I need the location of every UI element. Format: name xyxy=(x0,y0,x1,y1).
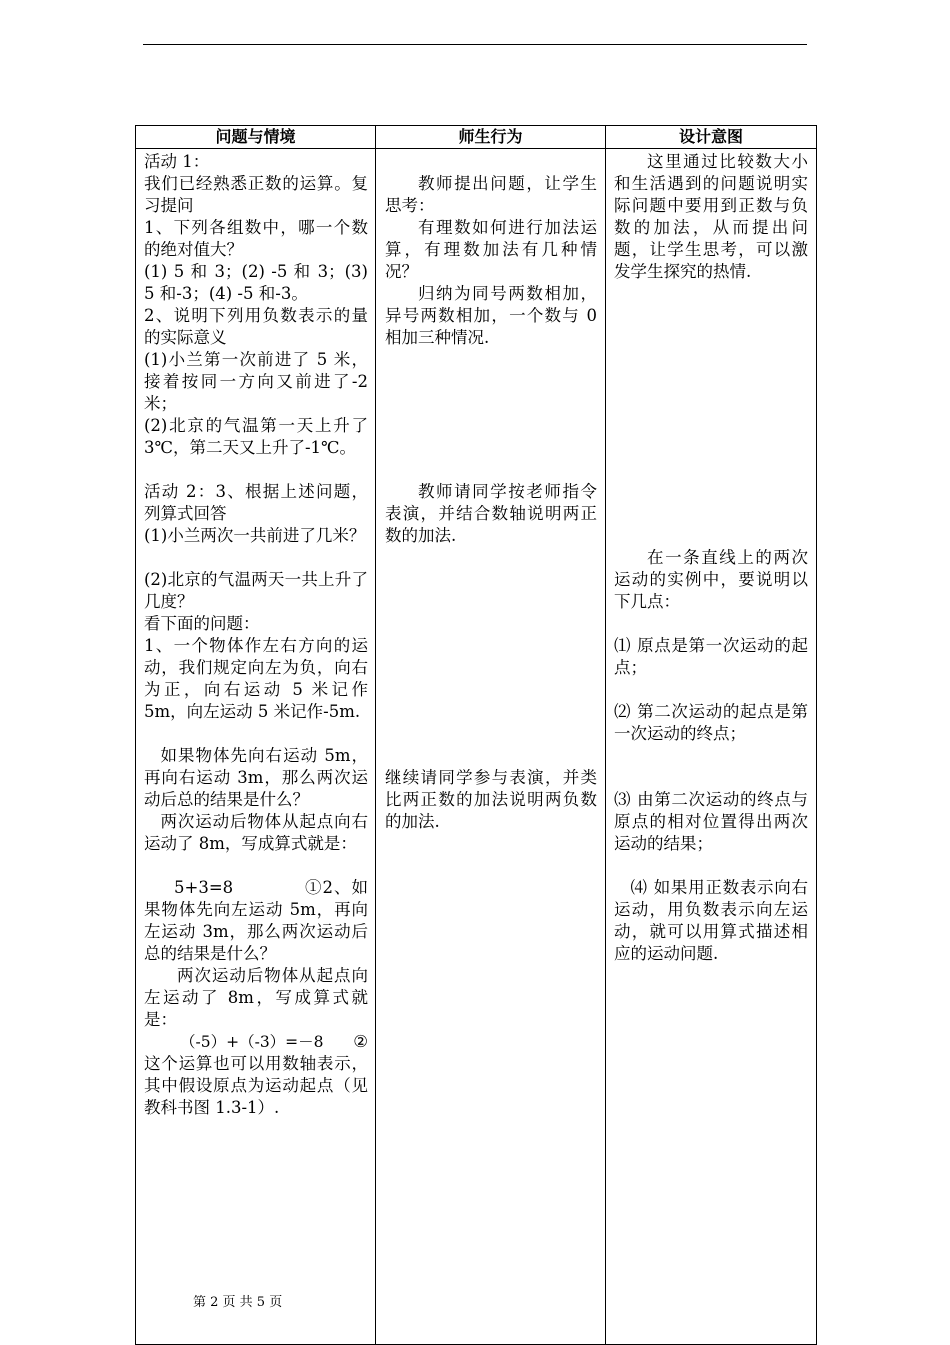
intent-point-2: ⑵ 第二次运动的起点是第一次运动的终点； xyxy=(614,702,808,743)
look-at-problem: 看下面的问题： xyxy=(144,614,260,633)
right-motion-answer: 两次运动后物体从起点向右运动了 8m，写成算式就是： xyxy=(144,812,368,853)
question-1-pairs: (1) 5 和 3；(2) -5 和 3；(3) 5 和-3；(4) -5 和-3。 xyxy=(144,262,368,303)
equation-1: 5+3=8 xyxy=(174,878,234,897)
header-teacher-student-behavior: 师生行为 xyxy=(376,126,606,149)
review-intro: 我们已经熟悉正数的运算。复习提问 xyxy=(144,174,368,215)
intent-motion-points: 在一条直线上的两次运动的实例中，要说明以下几点： xyxy=(614,548,808,611)
question-2-item-2: (2)北京的气温第一天上升了 3℃，第二天又上升了-1℃。 xyxy=(144,416,368,457)
equation-2-marker: ② xyxy=(353,1032,368,1051)
motion-problem-1: 1、一个物体作左右方向的运动，我们规定向左为负，向右为正，向右运动 5 米记作 5m，向左运动 5 米记作-5m. xyxy=(144,636,368,721)
question-1: 1、下列各组数中，哪一个数的绝对值大？ xyxy=(144,218,368,259)
design-intent-cell xyxy=(606,149,817,1345)
left-motion-answer: 两次运动后物体从起点向左运动了 8m，写成算式就是： xyxy=(144,966,368,1029)
motion-problem-2 xyxy=(144,877,368,965)
problem-situation-cell xyxy=(136,149,376,1345)
how-to-add-question: 有理数如何进行加法运算，有理数加法有几种情况？ xyxy=(385,218,597,281)
header-problem-situation: 问题与情境 xyxy=(136,126,376,149)
activity-2-question-3: 活动 2：3、根据上述问题，列算式回答 xyxy=(144,482,368,523)
question-2: 2、说明下列用负数表示的量的实际意义 xyxy=(144,306,368,347)
question-3-item-1: (1)小兰两次一共前进了几米？ xyxy=(144,526,366,545)
number-line-note: 这个运算也可以用数轴表示，其中假设原点为运动起点（见教科书图 1.3-1）. xyxy=(144,1054,368,1117)
header-rule xyxy=(143,44,807,45)
question-2-item-1: (1)小兰第一次前进了 5 米，接着按同一方向又前进了-2 米； xyxy=(144,350,368,413)
equation-2: （-5）+（-3）=－8 xyxy=(180,1033,324,1051)
student-demo-negative: 继续请同学参与表演，并类比两正数的加法说明两负数的加法. xyxy=(385,768,597,831)
teacher-raises-question: 教师提出问题，让学生思考： xyxy=(385,174,597,215)
table-body-row xyxy=(136,149,817,1345)
activity-1-label: 活动 1： xyxy=(144,152,210,171)
intent-point-1: ⑴ 原点是第一次运动的起点； xyxy=(614,636,808,677)
question-3-item-2: (2)北京的气温两天一共上升了几度？ xyxy=(144,570,368,611)
student-demo-positive: 教师请同学按老师指令表演，并结合数轴说明两正数的加法. xyxy=(385,482,597,545)
page-footer: 第 2 页 共 5 页 xyxy=(193,1295,283,1310)
intent-point-3: ⑶ 由第二次运动的终点与原点的相对位置得出两次运动的结果； xyxy=(614,790,808,853)
lesson-plan-table xyxy=(135,125,817,1345)
right-motion-question: 如果物体先向右运动 5m，再向右运动 3m，那么两次运动后总的结果是什么？ xyxy=(144,746,368,809)
table-header-row xyxy=(136,126,817,149)
intent-point-4: ⑷ 如果用正数表示向右运动，用负数表示向左运动，就可以用算式描述相应的运动问题. xyxy=(614,878,808,963)
intent-intro: 这里通过比较数大小和生活遇到的问题说明实际问题中要用到正数与负数的加法，从而提出问题，让学生思考，可以激发学生探究的热情. xyxy=(614,152,808,281)
header-design-intent: 设计意图 xyxy=(606,126,817,149)
teacher-student-cell xyxy=(376,149,606,1345)
three-cases-summary: 归纳为同号两数相加，异号两数相加，一个数与 0 相加三种情况. xyxy=(385,284,597,347)
motion-problem-2-text: ①2、如果物体先向左运动 5m，再向左运动 3m，那么两次运动后总的结果是什么？ xyxy=(144,878,368,963)
